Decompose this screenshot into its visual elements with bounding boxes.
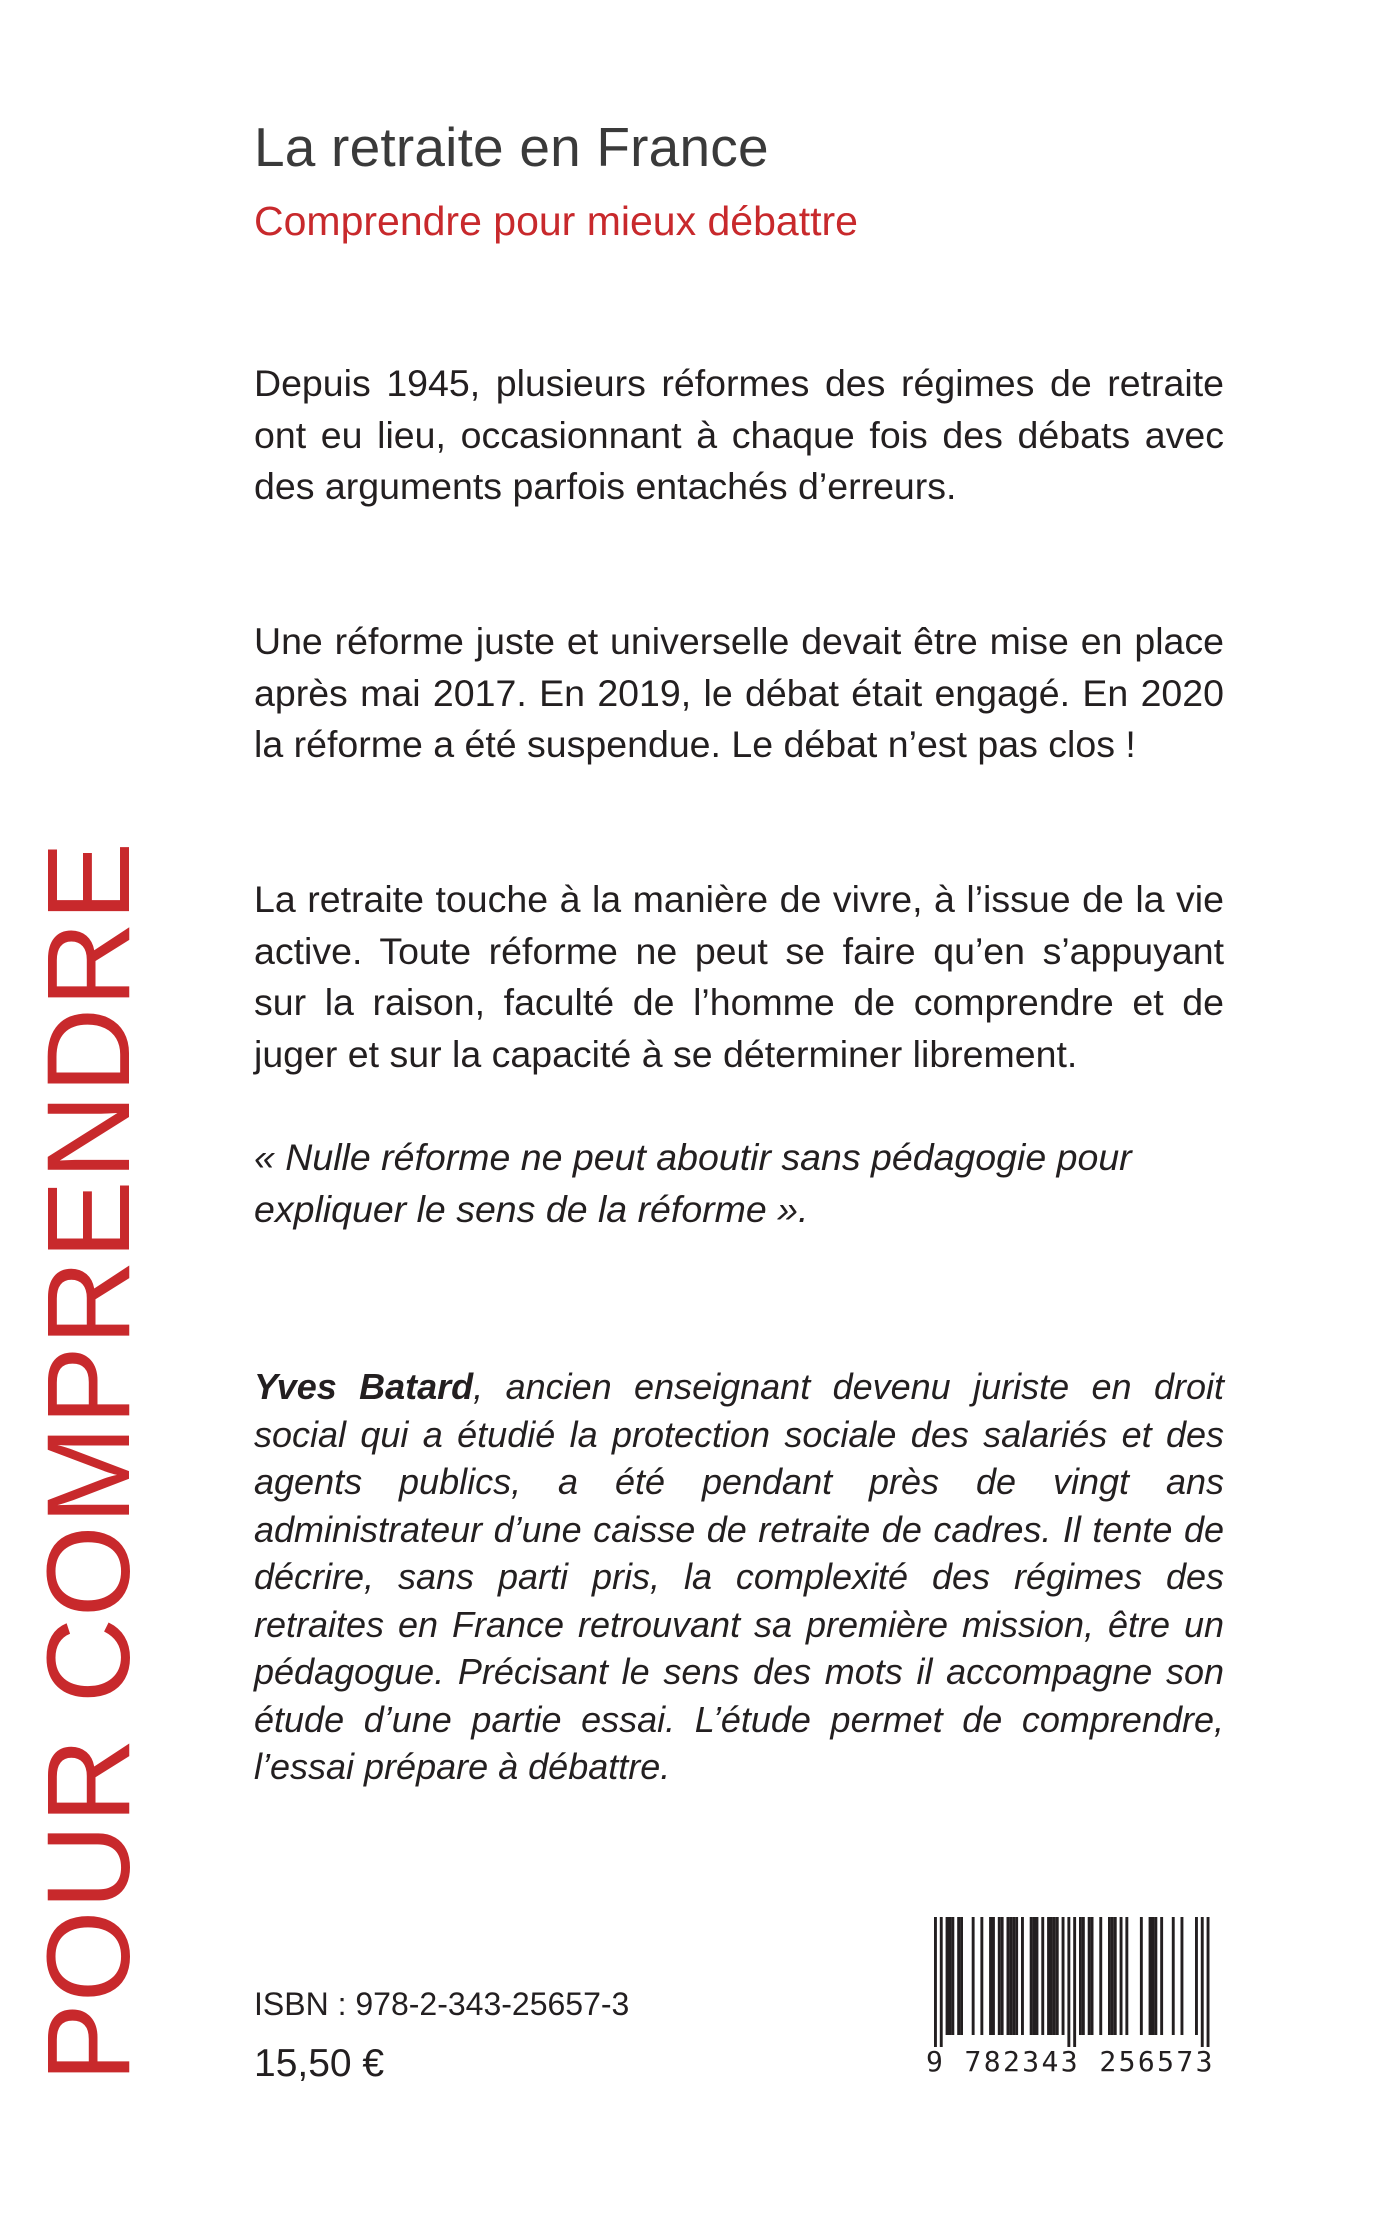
barcode-bar [1009,1917,1012,2035]
book-title: La retraite en France [254,116,769,178]
barcode-bar [1111,1917,1114,2035]
barcode-bar [1099,1917,1102,2035]
isbn: ISBN : 978-2-343-25657-3 [254,1986,630,2022]
barcode-bar [1201,1917,1204,2047]
barcode-bar [1021,1917,1024,2035]
barcode-bar [1041,1917,1044,2035]
author-bio [254,1363,1224,1791]
barcode-bar [1007,1917,1010,2035]
barcode-bar [1082,1917,1085,2035]
barcode-bar [1047,1917,1050,2035]
barcode-bar [1073,1917,1076,2047]
author-name: Yves Batard [254,1366,474,1407]
barcode-bar [1120,1917,1123,2035]
blurb-paragraph-2: Une réforme juste et universelle devait être mise en place après mai 2017. En 2019, le débat était engagé. En 2020 la réforme a été suspendue. Le débat n’est pas clos ! [254,620,1224,765]
author-bio-text: , ancien enseignant devenu juriste en droit social qui a étudié la protection sociale des salariés et des agents publics, a été pendant près de vingt ans administrateur d’une caisse de retraite de cadres. Il tente de décrire, sans parti pris, la complexité des régimes des retraites en France retrouvant sa première mission, être un pédagogue. Précisant le sens des mots il accompagne son étude d’une partie essai. L’étude permet de comprendre, l’essai prépare à débattre. [254,1366,1224,1787]
barcode-bar [1030,1917,1033,2035]
barcode-bar [1012,1917,1015,2035]
blurb-paragraph-3: La retraite touche à la manière de vivre, à l’issue de la vie active. Toute réforme ne peut se faire qu’en s’appuyant sur la raison, faculté de l’homme de comprendre et de juger et sur la capacité à se déterminer librement. [254,878,1224,1075]
barcode-bar [940,1917,943,2047]
barcode-bar [1001,1917,1004,2035]
barcode-bar [1067,1917,1070,2047]
barcode-bar [972,1917,975,2035]
barcode [918,1917,1218,2092]
barcode-bar [1015,1917,1018,2035]
barcode-bar [1079,1917,1082,2035]
barcode-bar [1207,1917,1210,2047]
price: 15,50 € [254,2042,385,2085]
blurb-quote: « Nulle réforme ne peut aboutir sans pédagogie pour expliquer le sens de la réforme ». [254,1136,1132,1230]
barcode-bar [951,1917,954,2035]
barcode-bar [1154,1917,1157,2035]
barcode-bar [1050,1917,1053,2035]
barcode-bar [1160,1917,1163,2035]
barcode-bar [1195,1917,1198,2035]
book-subtitle: Comprendre pour mieux débattre [254,198,858,244]
barcode-bar [1088,1917,1091,2035]
barcode-bar [1108,1917,1111,2035]
barcode-bar [1036,1917,1039,2035]
barcode-bar [960,1917,963,2035]
barcode-bar [957,1917,960,2035]
blurb-paragraph-1: Depuis 1945, plusieurs réformes des régimes de retraite ont eu lieu, occasionnant à chaque fois des débats avec des arguments parfois entachés d’erreurs. [254,362,1224,507]
barcode-bar [934,1917,937,2047]
barcode-bar [1152,1917,1155,2035]
barcode-bar [1149,1917,1152,2035]
barcode-bar [1091,1917,1094,2035]
barcode-bar [1172,1917,1175,2035]
barcode-bar [1033,1917,1036,2035]
barcode-bar [980,1917,983,2035]
barcode-bar [946,1917,949,2035]
barcode-bar [1056,1917,1059,2035]
barcode-bars [918,1917,1218,2047]
barcode-bar [1114,1917,1117,2035]
barcode-bar [1140,1917,1143,2035]
barcode-bar [1125,1917,1128,2035]
barcode-bar [992,1917,995,2035]
collection-label: POUR COMPRENDRE [23,841,155,2082]
barcode-bar [1062,1917,1065,2035]
barcode-number: 9 782343 256573 [926,2045,1215,2078]
barcode-bar [1181,1917,1184,2035]
barcode-bar [949,1917,952,2035]
barcode-bar [998,1917,1001,2035]
barcode-bar [1053,1917,1056,2035]
barcode-bar [989,1917,992,2035]
